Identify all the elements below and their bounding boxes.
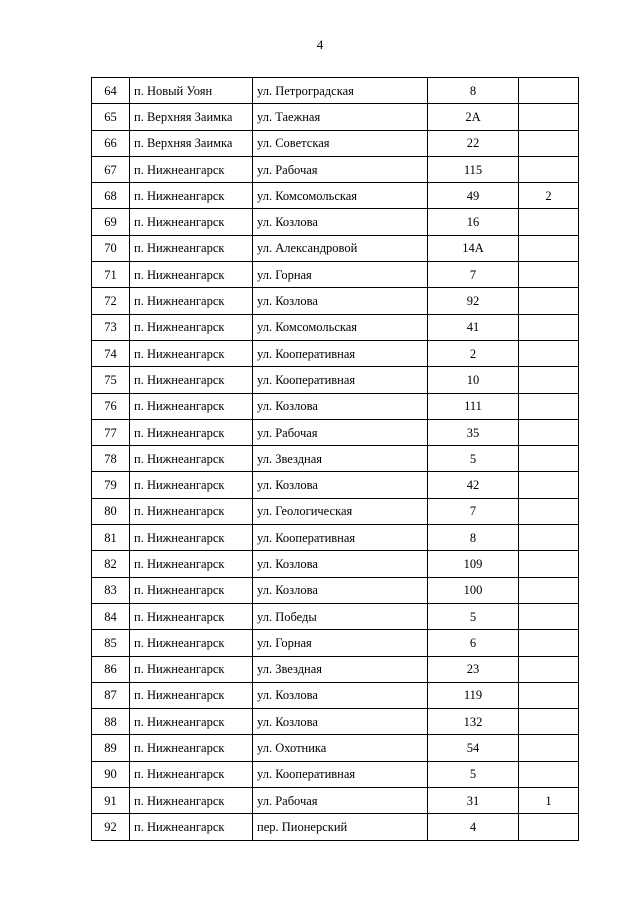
settlement-cell: п. Нижнеангарск: [130, 814, 253, 840]
table-row: [92, 209, 579, 235]
row-number-cell: 79: [92, 472, 130, 498]
house-number-cell: 42: [428, 472, 519, 498]
house-number-cell: 109: [428, 551, 519, 577]
row-number-cell: 78: [92, 446, 130, 472]
house-number-cell: 14А: [428, 235, 519, 261]
row-number-cell: 77: [92, 419, 130, 445]
street-cell: ул. Кооперативная: [253, 367, 428, 393]
row-number-cell: 90: [92, 761, 130, 787]
settlement-cell: п. Нижнеангарск: [130, 235, 253, 261]
settlement-cell: п. Нижнеангарск: [130, 472, 253, 498]
settlement-cell: п. Нижнеангарск: [130, 262, 253, 288]
street-cell: ул. Горная: [253, 262, 428, 288]
table-row: [92, 709, 579, 735]
extra-value-cell: [519, 735, 579, 761]
row-number-cell: 74: [92, 340, 130, 366]
extra-value-cell: [519, 630, 579, 656]
extra-value-cell: [519, 419, 579, 445]
house-number-cell: 111: [428, 393, 519, 419]
row-number-cell: 84: [92, 603, 130, 629]
extra-value-cell: [519, 288, 579, 314]
table-row: [92, 761, 579, 787]
row-number-cell: 82: [92, 551, 130, 577]
settlement-cell: п. Нижнеангарск: [130, 709, 253, 735]
settlement-cell: п. Нижнеангарск: [130, 288, 253, 314]
house-number-cell: 115: [428, 156, 519, 182]
table-row: [92, 446, 579, 472]
street-cell: ул. Козлова: [253, 209, 428, 235]
settlement-cell: п. Верхняя Заимка: [130, 104, 253, 130]
house-number-cell: 23: [428, 656, 519, 682]
settlement-cell: п. Нижнеангарск: [130, 551, 253, 577]
house-number-cell: 92: [428, 288, 519, 314]
street-cell: ул. Рабочая: [253, 156, 428, 182]
table-row: [92, 183, 579, 209]
street-cell: ул. Козлова: [253, 551, 428, 577]
table-row: [92, 603, 579, 629]
house-number-cell: 31: [428, 788, 519, 814]
house-number-cell: 16: [428, 209, 519, 235]
extra-value-cell: [519, 156, 579, 182]
house-number-cell: 7: [428, 498, 519, 524]
table-row: [92, 814, 579, 840]
house-number-cell: 7: [428, 262, 519, 288]
extra-value-cell: 1: [519, 788, 579, 814]
street-cell: ул. Козлова: [253, 288, 428, 314]
house-number-cell: 10: [428, 367, 519, 393]
house-number-cell: 5: [428, 761, 519, 787]
extra-value-cell: [519, 340, 579, 366]
street-cell: ул. Козлова: [253, 709, 428, 735]
row-number-cell: 68: [92, 183, 130, 209]
settlement-cell: п. Нижнеангарск: [130, 525, 253, 551]
table-row: [92, 551, 579, 577]
settlement-cell: п. Нижнеангарск: [130, 498, 253, 524]
table-row: [92, 235, 579, 261]
extra-value-cell: [519, 235, 579, 261]
table-row: [92, 656, 579, 682]
extra-value-cell: 2: [519, 183, 579, 209]
table-row: [92, 314, 579, 340]
extra-value-cell: [519, 498, 579, 524]
street-cell: ул. Звездная: [253, 656, 428, 682]
street-cell: ул. Победы: [253, 603, 428, 629]
house-number-cell: 35: [428, 419, 519, 445]
table-row: [92, 525, 579, 551]
extra-value-cell: [519, 446, 579, 472]
table-row: [92, 156, 579, 182]
extra-value-cell: [519, 104, 579, 130]
house-number-cell: 100: [428, 577, 519, 603]
extra-value-cell: [519, 393, 579, 419]
street-cell: ул. Александровой: [253, 235, 428, 261]
street-cell: ул. Козлова: [253, 393, 428, 419]
row-number-cell: 89: [92, 735, 130, 761]
row-number-cell: 80: [92, 498, 130, 524]
house-number-cell: 119: [428, 682, 519, 708]
street-cell: ул. Комсомольская: [253, 183, 428, 209]
street-cell: ул. Кооперативная: [253, 340, 428, 366]
house-number-cell: 8: [428, 78, 519, 104]
extra-value-cell: [519, 603, 579, 629]
settlement-cell: п. Нижнеангарск: [130, 367, 253, 393]
extra-value-cell: [519, 814, 579, 840]
row-number-cell: 76: [92, 393, 130, 419]
settlement-cell: п. Нижнеангарск: [130, 314, 253, 340]
street-cell: ул. Горная: [253, 630, 428, 656]
row-number-cell: 88: [92, 709, 130, 735]
house-number-cell: 4: [428, 814, 519, 840]
street-cell: ул. Рабочая: [253, 788, 428, 814]
row-number-cell: 65: [92, 104, 130, 130]
settlement-cell: п. Нижнеангарск: [130, 340, 253, 366]
extra-value-cell: [519, 314, 579, 340]
extra-value-cell: [519, 551, 579, 577]
house-number-cell: 5: [428, 446, 519, 472]
street-cell: ул. Звездная: [253, 446, 428, 472]
extra-value-cell: [519, 367, 579, 393]
settlement-cell: п. Нижнеангарск: [130, 761, 253, 787]
row-number-cell: 67: [92, 156, 130, 182]
table-row: [92, 682, 579, 708]
table-row: [92, 340, 579, 366]
settlement-cell: п. Верхняя Заимка: [130, 130, 253, 156]
page-number: 4: [316, 37, 324, 52]
house-number-cell: 54: [428, 735, 519, 761]
settlement-cell: п. Нижнеангарск: [130, 682, 253, 708]
settlement-cell: п. Нижнеангарск: [130, 656, 253, 682]
house-number-cell: 41: [428, 314, 519, 340]
extra-value-cell: [519, 472, 579, 498]
table-row: [92, 577, 579, 603]
row-number-cell: 81: [92, 525, 130, 551]
settlement-cell: п. Новый Уоян: [130, 78, 253, 104]
table-row: [92, 630, 579, 656]
row-number-cell: 75: [92, 367, 130, 393]
row-number-cell: 70: [92, 235, 130, 261]
settlement-cell: п. Нижнеангарск: [130, 735, 253, 761]
settlement-cell: п. Нижнеангарск: [130, 393, 253, 419]
street-cell: ул. Козлова: [253, 682, 428, 708]
street-cell: ул. Комсомольская: [253, 314, 428, 340]
row-number-cell: 66: [92, 130, 130, 156]
house-number-cell: 132: [428, 709, 519, 735]
settlement-cell: п. Нижнеангарск: [130, 446, 253, 472]
table-row: [92, 472, 579, 498]
settlement-cell: п. Нижнеангарск: [130, 156, 253, 182]
street-cell: ул. Советская: [253, 130, 428, 156]
table-row: [92, 262, 579, 288]
extra-value-cell: [519, 130, 579, 156]
street-cell: ул. Кооперативная: [253, 761, 428, 787]
row-number-cell: 87: [92, 682, 130, 708]
row-number-cell: 73: [92, 314, 130, 340]
house-number-cell: 6: [428, 630, 519, 656]
extra-value-cell: [519, 656, 579, 682]
extra-value-cell: [519, 761, 579, 787]
settlement-cell: п. Нижнеангарск: [130, 788, 253, 814]
house-number-cell: 2: [428, 340, 519, 366]
table-row: [92, 130, 579, 156]
settlement-cell: п. Нижнеангарск: [130, 209, 253, 235]
house-number-cell: 49: [428, 183, 519, 209]
extra-value-cell: [519, 577, 579, 603]
row-number-cell: 69: [92, 209, 130, 235]
table-row: [92, 498, 579, 524]
street-cell: ул. Охотника: [253, 735, 428, 761]
house-number-cell: 5: [428, 603, 519, 629]
row-number-cell: 83: [92, 577, 130, 603]
extra-value-cell: [519, 525, 579, 551]
street-cell: ул. Козлова: [253, 577, 428, 603]
table-row: [92, 788, 579, 814]
row-number-cell: 85: [92, 630, 130, 656]
house-number-cell: 8: [428, 525, 519, 551]
settlement-cell: п. Нижнеангарск: [130, 183, 253, 209]
row-number-cell: 71: [92, 262, 130, 288]
street-cell: ул. Геологическая: [253, 498, 428, 524]
street-cell: ул. Козлова: [253, 472, 428, 498]
extra-value-cell: [519, 78, 579, 104]
settlement-cell: п. Нижнеангарск: [130, 577, 253, 603]
row-number-cell: 91: [92, 788, 130, 814]
street-cell: ул. Кооперативная: [253, 525, 428, 551]
extra-value-cell: [519, 209, 579, 235]
street-cell: ул. Петроградская: [253, 78, 428, 104]
row-number-cell: 64: [92, 78, 130, 104]
row-number-cell: 86: [92, 656, 130, 682]
settlement-cell: п. Нижнеангарск: [130, 630, 253, 656]
row-number-cell: 72: [92, 288, 130, 314]
street-cell: ул. Рабочая: [253, 419, 428, 445]
table-row: [92, 288, 579, 314]
street-cell: пер. Пионерский: [253, 814, 428, 840]
table-row: [92, 104, 579, 130]
house-number-cell: 22: [428, 130, 519, 156]
extra-value-cell: [519, 682, 579, 708]
table-row: [92, 78, 579, 104]
address-table: [91, 77, 579, 841]
settlement-cell: п. Нижнеангарск: [130, 603, 253, 629]
table-row: [92, 735, 579, 761]
settlement-cell: п. Нижнеангарск: [130, 419, 253, 445]
table-row: [92, 393, 579, 419]
extra-value-cell: [519, 709, 579, 735]
house-number-cell: 2А: [428, 104, 519, 130]
table-row: [92, 419, 579, 445]
street-cell: ул. Таежная: [253, 104, 428, 130]
address-table-body: [92, 78, 579, 841]
table-row: [92, 367, 579, 393]
row-number-cell: 92: [92, 814, 130, 840]
extra-value-cell: [519, 262, 579, 288]
